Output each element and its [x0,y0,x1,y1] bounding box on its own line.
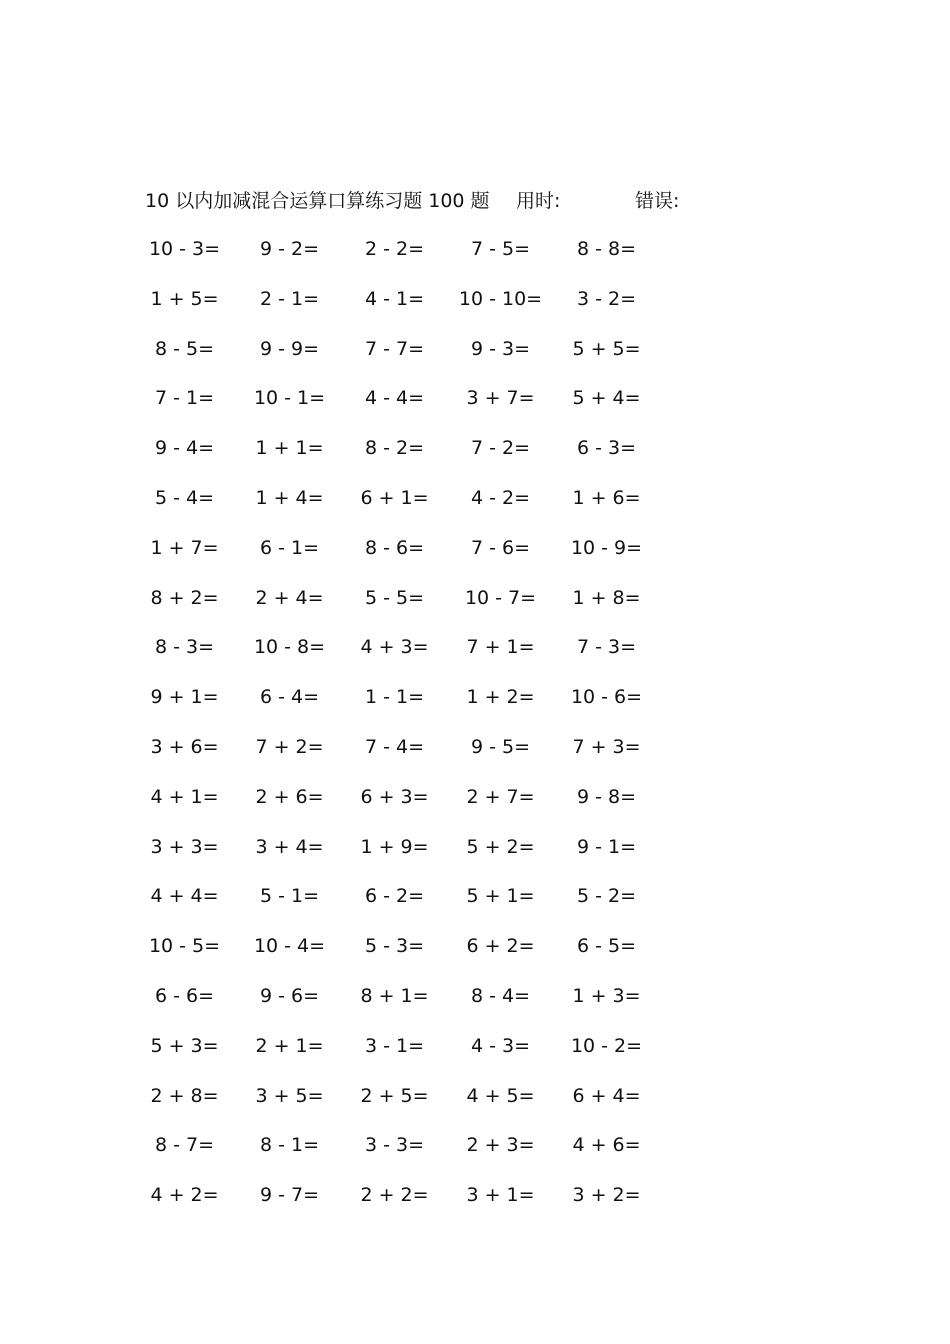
problem-item: 1 + 9= [360,835,429,858]
problem-item: 5 - 5= [364,586,425,609]
problem-item: 5 - 3= [364,935,425,958]
problem-item: 8 + 1= [360,984,429,1007]
problem-item: 7 + 1= [466,636,535,659]
problem-row [145,979,685,1029]
problem-item: 7 - 1= [154,387,215,410]
problem-item: 7 - 6= [470,536,531,559]
problem-item: 1 + 8= [572,586,641,609]
problem-item: 3 + 7= [466,387,535,410]
problem-row [145,232,685,282]
problem-item: 5 + 4= [572,387,641,410]
problem-item: 7 + 3= [572,735,641,758]
problem-item: 3 + 2= [572,1184,641,1207]
problem-item: 6 + 2= [466,935,535,958]
problem-item: 6 - 6= [154,984,215,1007]
problem-item: 4 - 2= [470,486,531,509]
problem-item: 1 + 1= [255,437,324,460]
problem-item: 3 - 1= [364,1034,425,1057]
problem-item: 5 + 3= [150,1034,219,1057]
problem-item: 10 - 5= [148,935,221,958]
problem-item: 1 - 1= [364,686,425,709]
problem-item: 2 + 6= [255,785,324,808]
problem-item: 10 - 1= [253,387,326,410]
problem-item: 6 + 1= [360,486,429,509]
problem-row [145,630,685,680]
problem-item: 4 - 3= [470,1034,531,1057]
problem-item: 1 + 4= [255,486,324,509]
problem-item: 4 + 2= [150,1184,219,1207]
problem-item: 1 + 3= [572,984,641,1007]
problem-item: 9 + 1= [150,686,219,709]
problem-item: 4 + 4= [150,885,219,908]
problem-item: 10 - 6= [570,686,643,709]
problem-item: 10 - 10= [458,287,543,310]
problem-item: 5 - 1= [259,885,320,908]
problem-item: 9 - 1= [576,835,637,858]
problem-item: 10 - 7= [464,586,537,609]
problem-item: 8 - 3= [154,636,215,659]
problem-item: 9 - 7= [259,1184,320,1207]
problem-row [145,381,685,431]
problem-item: 1 + 6= [572,486,641,509]
problem-item: 5 + 1= [466,885,535,908]
problem-item: 7 + 2= [255,735,324,758]
problem-item: 6 + 3= [360,785,429,808]
problem-item: 8 - 1= [259,1134,320,1157]
problem-row [145,581,685,631]
problem-item: 2 - 2= [364,238,425,260]
problem-item: 6 + 4= [572,1084,641,1107]
problem-item: 4 + 1= [150,785,219,808]
problem-item: 7 - 5= [470,238,531,260]
problem-item: 8 - 6= [364,536,425,559]
problem-item: 8 - 8= [576,238,637,260]
problem-item: 6 - 5= [576,935,637,958]
problem-item: 10 - 3= [148,238,221,260]
problem-item: 9 - 6= [259,984,320,1007]
problem-item: 7 - 2= [470,437,531,460]
problem-item: 6 - 2= [364,885,425,908]
problem-item: 6 - 1= [259,536,320,559]
problem-row [145,481,685,531]
problem-item: 9 - 4= [154,437,215,460]
problem-item: 7 - 7= [364,337,425,360]
problem-row [145,282,685,332]
problem-row [145,680,685,730]
problem-item: 4 - 1= [364,287,425,310]
problem-item: 8 - 2= [364,437,425,460]
problem-item: 5 - 4= [154,486,215,509]
problem-item: 7 - 4= [364,735,425,758]
problem-row [145,531,685,581]
problem-item: 1 + 5= [150,287,219,310]
problem-item: 5 + 2= [466,835,535,858]
problem-row [145,730,685,780]
problem-item: 3 + 5= [255,1084,324,1107]
problem-row [145,431,685,481]
problem-row [145,879,685,929]
errors-label: 错误: [635,190,680,212]
problem-item: 8 + 2= [150,586,219,609]
problem-item: 7 - 3= [576,636,637,659]
problem-item: 3 + 6= [150,735,219,758]
problem-row [145,929,685,979]
problem-item: 4 + 6= [572,1134,641,1157]
problem-item: 3 + 3= [150,835,219,858]
problem-row [145,830,685,880]
problem-item: 3 - 2= [576,287,637,310]
problem-item: 8 - 7= [154,1134,215,1157]
problem-item: 2 + 5= [360,1084,429,1107]
problem-row [145,1178,685,1228]
problem-item: 3 + 4= [255,835,324,858]
problem-item: 2 + 4= [255,586,324,609]
problem-item: 6 - 3= [576,437,637,460]
problem-item: 3 - 3= [364,1134,425,1157]
problem-item: 9 - 5= [470,735,531,758]
problem-row [145,1128,685,1178]
problem-row [145,332,685,382]
problem-item: 9 - 8= [576,785,637,808]
time-label: 用时: [516,190,561,212]
problem-item: 2 + 8= [150,1084,219,1107]
problem-item: 5 - 2= [576,885,637,908]
worksheet-title: 10 以内加减混合运算口算练习题 100 题 [145,190,490,212]
problem-item: 9 - 2= [259,238,320,260]
problem-item: 3 + 1= [466,1184,535,1207]
problem-item: 10 - 8= [253,636,326,659]
problem-item: 2 + 1= [255,1034,324,1057]
problem-item: 10 - 2= [570,1034,643,1057]
problem-row [145,1079,685,1129]
problem-item: 2 + 2= [360,1184,429,1207]
problem-item: 8 - 4= [470,984,531,1007]
problem-item: 10 - 4= [253,935,326,958]
problem-row [145,780,685,830]
problem-item: 10 - 9= [570,536,643,559]
problem-item: 1 + 7= [150,536,219,559]
problem-grid [145,232,685,1228]
problem-item: 5 + 5= [572,337,641,360]
problem-row [145,1029,685,1079]
problem-item: 4 + 5= [466,1084,535,1107]
problem-item: 2 + 3= [466,1134,535,1157]
problem-item: 4 - 4= [364,387,425,410]
problem-item: 1 + 2= [466,686,535,709]
problem-item: 9 - 3= [470,337,531,360]
problem-item: 4 + 3= [360,636,429,659]
problem-item: 8 - 5= [154,337,215,360]
problem-item: 9 - 9= [259,337,320,360]
problem-item: 6 - 4= [259,686,320,709]
problem-item: 2 + 7= [466,785,535,808]
problem-item: 2 - 1= [259,287,320,310]
